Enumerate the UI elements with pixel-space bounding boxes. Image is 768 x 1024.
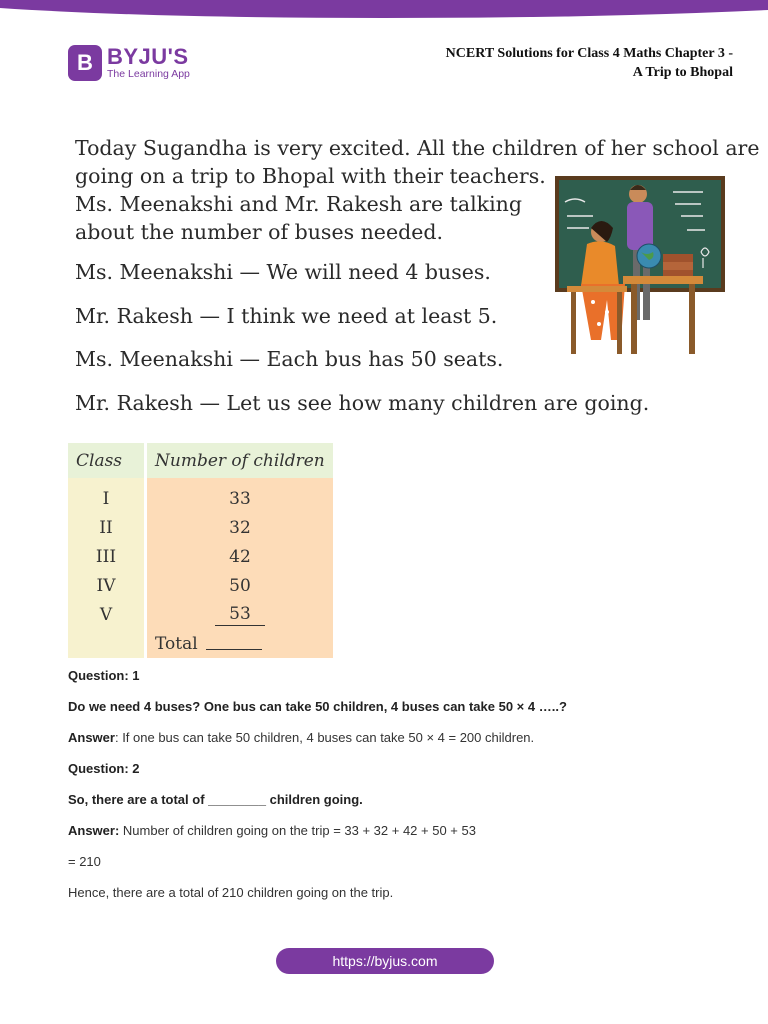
- story-line: Ms. Meenakshi — We will need 4 buses.: [75, 260, 491, 284]
- answer-2: [68, 823, 476, 838]
- story-line: going on a trip to Bhopal with their teachers.: [75, 164, 546, 188]
- story-line: Ms. Meenakshi and Mr. Rakesh are talking: [75, 192, 522, 216]
- story-line: Mr. Rakesh — Let us see how many children are going.: [75, 391, 650, 415]
- story-line: Today Sugandha is very excited. All the children of her school are: [75, 136, 760, 160]
- website-link[interactable]: https://byjus.com: [276, 948, 494, 974]
- story-line: about the number of buses needed.: [75, 220, 443, 244]
- top-accent-bar: [0, 0, 768, 18]
- answer-2-conclusion: Hence, there are a total of 210 children going on the trip.: [68, 885, 394, 900]
- table-total-row: [68, 629, 333, 658]
- count-cell: 50: [147, 571, 333, 600]
- document-title-line2: A Trip to Bhopal: [632, 65, 733, 80]
- count-cell: 32: [147, 513, 333, 542]
- class-cell: II: [68, 513, 147, 542]
- table-row: [68, 478, 333, 513]
- table-row: [68, 542, 333, 571]
- count-cell: 42: [147, 542, 333, 571]
- story-line: Mr. Rakesh — I think we need at least 5.: [75, 304, 498, 328]
- class-cell: V: [68, 600, 147, 629]
- answer-2-result: = 210: [68, 854, 101, 869]
- class-cell: IV: [68, 571, 147, 600]
- table-row: [68, 571, 333, 600]
- question-1-label: Question: 1: [68, 668, 140, 683]
- teachers-blackboard-illustration: [553, 172, 728, 372]
- question-2-label: Question: 2: [68, 761, 140, 776]
- question-1-text: Do we need 4 buses? One bus can take 50 children, 4 buses can take 50 × 4 …..?: [68, 699, 567, 714]
- count-cell: [147, 600, 333, 629]
- total-blank-line: [206, 648, 262, 650]
- answer-2-text: Number of children going on the trip = 33 + 32 + 42 + 50 + 53: [119, 823, 476, 838]
- total-label: Total: [155, 633, 198, 654]
- column-header-number-of-children: Number of children: [147, 443, 333, 478]
- logo-name: BYJU'S: [107, 44, 189, 70]
- question-2-text: So, there are a total of ________ children going.: [68, 792, 363, 807]
- byjus-logo[interactable]: [68, 45, 190, 81]
- column-header-class: Class: [68, 443, 147, 478]
- count-cell: 33: [147, 478, 333, 513]
- last-count-value: 53: [215, 604, 265, 626]
- answer-1-label: Answer: [68, 730, 115, 745]
- answer-1-text: : If one bus can take 50 children, 4 buses can take 50 × 4 = 200 children.: [114, 730, 535, 745]
- class-cell-empty: [68, 629, 147, 658]
- total-cell: [147, 629, 333, 658]
- class-cell: I: [68, 478, 147, 513]
- logo-tagline: The Learning App: [107, 68, 190, 81]
- document-title-line1: NCERT Solutions for Class 4 Maths Chapter 3 -: [445, 46, 733, 61]
- children-per-class-table: [68, 443, 333, 658]
- answer-1: [68, 730, 534, 745]
- logo-badge: B: [68, 45, 102, 81]
- answer-2-label: Answer:: [68, 823, 120, 838]
- table-row: [68, 600, 333, 629]
- table-row: [68, 513, 333, 542]
- story-line: Ms. Meenakshi — Each bus has 50 seats.: [75, 347, 504, 371]
- class-cell: III: [68, 542, 147, 571]
- document-title: [446, 44, 733, 82]
